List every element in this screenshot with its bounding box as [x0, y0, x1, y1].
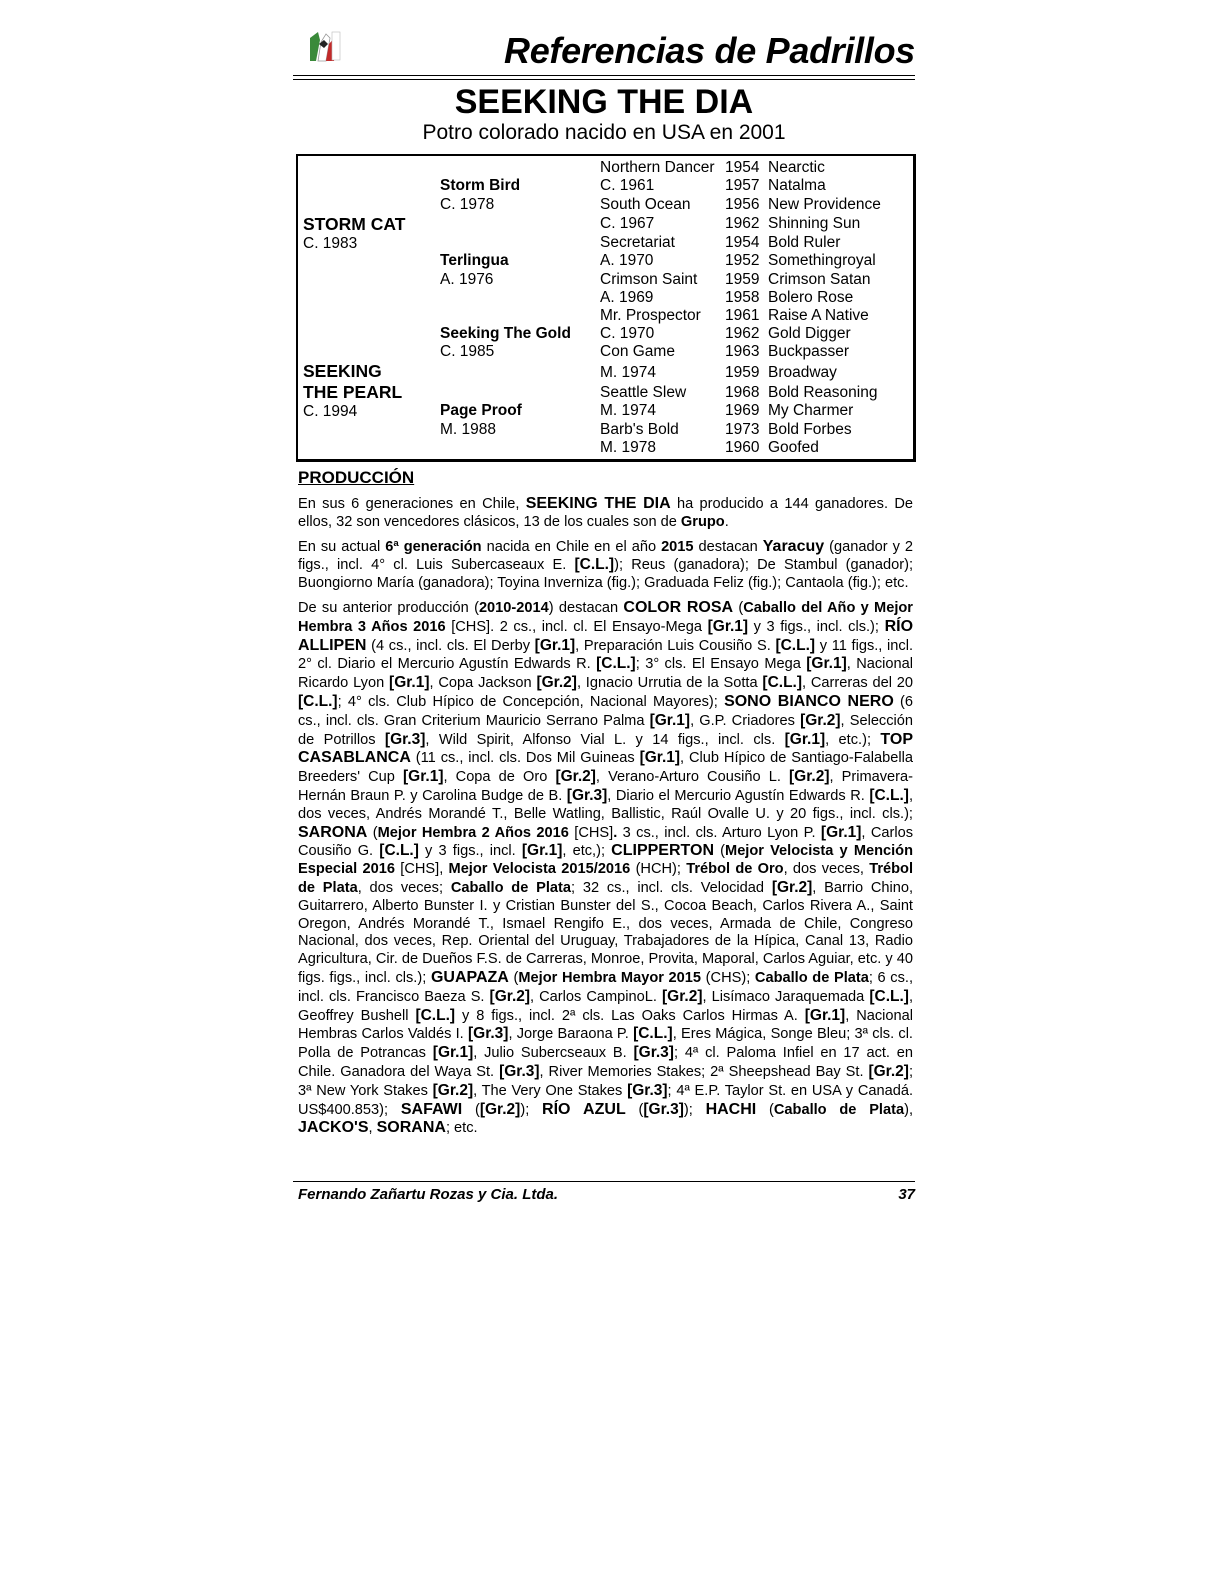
horse-head-logo — [306, 28, 342, 64]
gen4-year: 1963 — [725, 343, 760, 360]
production-paragraph-1: En sus 6 generaciones en Chile, SEEKING THE DIA ha producido a 144 ganadores. De ellos, 32 son vencedores clásicos, 13 de los cuales son de Grupo. — [298, 495, 913, 530]
production-paragraph-3: De su anterior producción (2010-2014) destacan COLOR ROSA (Caballo del Año y Mejor Hembra 3 Años 2016 [CHS]. 2 cs., incl. cl. El Ensayo-Mega [Gr.1] y 3 figs., incl. cls.); RÍO ALLIPEN (4 cs., incl. cls. El Derby [Gr.1], Preparación Luis Cousiño S. [C.L.] y 11 figs., incl. 2° cl. Diario el Mercurio Agustín Edwards R. [C.L.]; 3° cls. El Ensayo Mega [Gr.1], Nacional Ricardo Lyon [Gr.1], Copa Jackson [Gr.2], Ignacio Urrutia de la Sotta [C.L.], Carreras del 20 [C.L.]; 4° cls. Club Hípico de Concepción, Nacional Mayores); SONO BIANCO NERO (6 cs., incl. cls. Gran Criterium Mauricio Serrano Palma [Gr.1], G.P. Criadores [Gr.2], Selección de Potrillos [Gr.3], Wild Spirit, Alfonso Vial L. y 14 figs., incl. cls. [Gr.1], etc.); TOP CASABLANCA (11 cs., incl. cls. Dos Mil Guineas [Gr.1], Club Hípico de Santiago-Falabella Breeders' Cup [Gr.1], Copa de Oro [Gr.2], Verano-Arturo Cousiño L. [Gr.2], Primavera-Hernán Braun P. y Carolina Budge de B. [Gr.3], Diario el Mercurio Agustín Edwards R. [C.L.], dos veces, Andrés Morandé T., Belle Watling, Ballistic, Raúl Ovalle U. y 20 figs., incl. cls.); SARONA (Mejor Hembra 2 Años 2016 [CHS]. 3 cs., incl. cls. Arturo Lyon P. [Gr.1], Carlos Cousiño G. [C.L.] y 3 figs., incl. [Gr.1], etc,); CLIPPERTON (Mejor Velocista y Mención Especial 2016 [CHS], Mejor Velocista 2015/2016 (HCH); Trébol de Oro, dos veces, Trébol de Plata, dos veces; Caballo de Plata; 32 cs., incl. cls. Velocidad [Gr.2], Barrio Chino, Guitarrero, Alberto Bunster I. y Cristian Bunster del S., Cocoa Beach, Carlos Rivera A., Saint Oregon, Andrés Morandé T., Ismael Rengifo E., dos veces, Armada de Chile, Congreso Nacional, dos veces, Rep. Oriental del Uruguay, Trabajadores de la Hípica, Canal 13, Radio Agricultura, Cir. de Dueños F.S. de Carreras, Monroe, Provita, Maporal, Carlos Aguiar, etc. y 40 figs. figs., incl. cls.); GUAPAZA (Mejor Hembra Mayor 2015 (CHS); Caballo de Plata; 6 cs., incl. cls. Francisco Baeza S. [Gr.2], Carlos CampinoL. [Gr.2], Lisímaco Jaraquemada [C.L.], Geoffrey Bushell [C.L.] y 8 figs., incl. 2ª cls. Las Oaks Carlos Hirmas A. [Gr.1], Nacional Hembras Carlos Valdés I. [Gr.3], Jorge Baraona P. [C.L.], Eres Mágica, Songe Bleu; 3ª cls. cl. Polla de Potrancas [Gr.1], Julio Subercseaux B. [Gr.3]; 4ª cl. Paloma Infiel en 17 act. en Chile. Ganadora del Waya St. [Gr.3], River Memories Stakes; 2ª Sheepshead Bay St. [Gr.2]; 3ª New York Stakes [Gr.2], The Very One Stakes [Gr.3]; 4ª E.P. Taylor St. en USA y Canadá. US$400.853); SAFAWI ([Gr.2]); RÍO AZUL ([Gr.3]); HACHI (Caballo de Plata), JACKO'S, SORANA; etc. — [298, 598, 914, 1137]
production-heading: PRODUCCIÓN — [298, 468, 415, 487]
gen4-name: Goofed — [768, 439, 819, 456]
gen4-year: 1959 — [725, 271, 760, 288]
gen4-year: 1954 — [725, 234, 760, 251]
gen4-name: Shinning Sun — [768, 215, 861, 232]
gen2-year: C. 1978 — [440, 196, 495, 213]
gen4-name: Bold Forbes — [768, 421, 852, 438]
footer-company: Fernando Zañartu Rozas y Cia. Ltda. — [298, 1186, 559, 1203]
gen2-name: Terlingua — [440, 252, 509, 269]
dam-year: C. 1994 — [303, 403, 358, 420]
header-rule-bottom — [293, 79, 915, 80]
gen4-year: 1973 — [725, 421, 760, 438]
gen4-year: 1952 — [725, 252, 760, 269]
gen3-name: Con Game — [600, 343, 675, 360]
footer-rule — [293, 1181, 915, 1182]
gen4-name: Bold Reasoning — [768, 384, 878, 401]
horse-subtitle: Potro colorado nacido en USA en 2001 — [422, 121, 786, 144]
gen3-name: Crimson Saint — [600, 271, 698, 288]
gen4-year: 1960 — [725, 439, 760, 456]
production-body — [298, 495, 913, 1144]
page-number: 37 — [898, 1186, 915, 1203]
header-rule-top — [293, 75, 915, 76]
gen3-year: M. 1974 — [600, 402, 657, 419]
gen4-name: My Charmer — [768, 402, 854, 419]
gen3-year: A. 1970 — [600, 252, 654, 269]
gen2-year: C. 1985 — [440, 343, 495, 360]
gen3-name: Mr. Prospector — [600, 307, 701, 324]
gen4-year: 1957 — [725, 177, 760, 194]
gen4-year: 1962 — [725, 325, 760, 342]
dam-name-line1: SEEKING — [303, 361, 382, 381]
gen3-name: Barb's Bold — [600, 421, 679, 438]
gen3-year: C. 1970 — [600, 325, 655, 342]
gen2-year: A. 1976 — [440, 271, 494, 288]
gen4-name: Natalma — [768, 177, 826, 194]
horse-name: SEEKING THE DIA — [454, 83, 754, 121]
gen3-name: Northern Dancer — [600, 159, 715, 176]
gen3-year: A. 1969 — [600, 289, 654, 306]
gen4-year: 1961 — [725, 307, 760, 324]
production-paragraph-2: En su actual 6ª generación nacida en Chile en el año 2015 destacan Yaracuy (ganador y 2 figs., incl. 4° cl. Luis Subercaseaux E. [C.L.]); Reus (ganadora); De Stambul (ganador); Buongiorno María (ganadora); Toyina Inverniza (fig.); Graduada Feliz (fig.); Cantaola (fig.); etc. — [298, 537, 914, 592]
sire-name: STORM CAT — [303, 214, 406, 234]
gen4-name: Broadway — [768, 364, 837, 381]
page-header-title: Referencias de Padrillos — [504, 30, 915, 71]
gen3-name: Secretariat — [600, 234, 675, 251]
gen3-name: South Ocean — [600, 196, 691, 213]
gen4-name: Bold Ruler — [768, 234, 841, 251]
gen4-year: 1956 — [725, 196, 760, 213]
gen3-year: M. 1978 — [600, 439, 657, 456]
gen3-year: M. 1974 — [600, 364, 657, 381]
gen4-name: Raise A Native — [768, 307, 869, 324]
gen2-year: M. 1988 — [440, 421, 497, 438]
gen2-name: Seeking The Gold — [440, 325, 571, 342]
gen4-year: 1962 — [725, 215, 760, 232]
gen4-year: 1958 — [725, 289, 760, 306]
pedigree-table — [296, 154, 916, 462]
gen4-name: Somethingroyal — [768, 252, 876, 269]
gen4-name: Buckpasser — [768, 343, 849, 360]
gen4-name: Bolero Rose — [768, 289, 854, 306]
gen4-name: Gold Digger — [768, 325, 851, 342]
gen4-year: 1968 — [725, 384, 760, 401]
gen3-name: Seattle Slew — [600, 384, 687, 401]
gen3-year: C. 1961 — [600, 177, 655, 194]
gen4-year: 1954 — [725, 159, 760, 176]
gen4-year: 1959 — [725, 364, 760, 381]
gen4-name: New Providence — [768, 196, 881, 213]
gen3-year: C. 1967 — [600, 215, 655, 232]
dam-name-line2: THE PEARL — [303, 382, 403, 402]
gen4-year: 1969 — [725, 402, 760, 419]
gen2-name: Storm Bird — [440, 177, 521, 194]
sire-year: C. 1983 — [303, 235, 358, 252]
gen4-name: Nearctic — [768, 159, 825, 176]
gen4-name: Crimson Satan — [768, 271, 871, 288]
gen2-name: Page Proof — [440, 402, 522, 419]
